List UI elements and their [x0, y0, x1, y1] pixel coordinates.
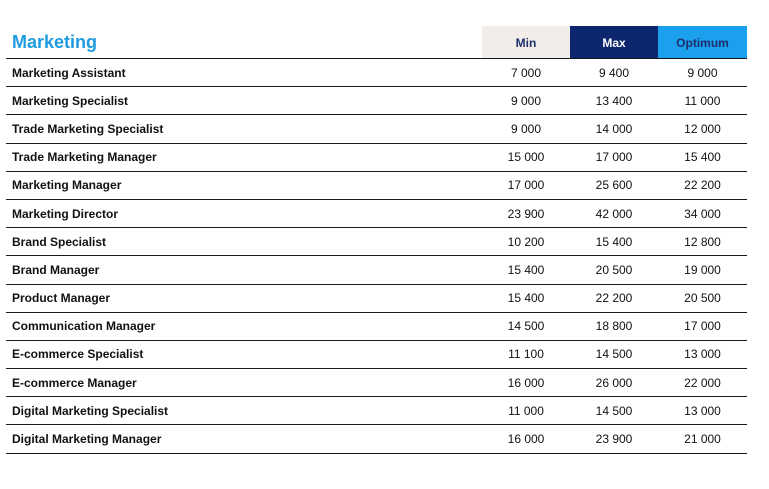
table-row	[6, 172, 747, 200]
position-name: Product Manager	[12, 291, 111, 306]
optimum-salary: 17 000	[684, 319, 721, 334]
max-salary: 20 500	[595, 262, 633, 277]
table-row	[6, 200, 747, 228]
min-salary: 7 000	[510, 65, 542, 80]
position-name: Communication Manager	[12, 319, 156, 334]
table-row	[6, 87, 747, 115]
table-row	[6, 285, 747, 313]
position-name: Trade Marketing Specialist	[12, 121, 164, 136]
max-salary: 14 500	[595, 347, 633, 362]
optimum-salary: 21 000	[684, 432, 721, 447]
table-row	[6, 115, 747, 143]
min-salary: 11 000	[508, 403, 544, 418]
position-name: Marketing Manager	[12, 178, 122, 193]
column-header-max: Max	[570, 26, 658, 58]
table-row	[6, 313, 747, 341]
min-salary: 15 000	[507, 150, 545, 165]
min-salary: 15 400	[507, 291, 545, 306]
min-salary: 16 000	[507, 432, 545, 447]
table-row	[6, 59, 747, 87]
max-salary: 14 500	[595, 403, 633, 418]
table-header	[6, 26, 747, 58]
min-salary: 9 000	[510, 121, 542, 136]
section-title: Marketing	[12, 31, 98, 52]
max-salary: 23 900	[595, 432, 633, 447]
position-name: E-commerce Manager	[12, 375, 137, 390]
max-salary: 25 600	[595, 178, 633, 193]
optimum-salary: 13 000	[684, 403, 721, 418]
table-row	[6, 341, 747, 369]
max-salary: 22 200	[595, 291, 633, 306]
max-salary: 13 400	[595, 93, 633, 108]
column-header-optimum: Optimum	[658, 26, 747, 58]
table-row	[6, 144, 747, 172]
min-salary: 11 100	[508, 347, 544, 362]
max-salary: 14 000	[595, 121, 633, 136]
optimum-salary: 20 500	[684, 291, 721, 306]
max-salary: 18 800	[595, 319, 633, 334]
salary-table	[6, 26, 747, 454]
max-salary: 17 000	[595, 150, 633, 165]
min-salary: 17 000	[507, 178, 545, 193]
table-row	[6, 256, 747, 284]
position-name: Trade Marketing Manager	[12, 150, 157, 165]
position-name: Marketing Specialist	[12, 93, 129, 108]
max-salary: 26 000	[595, 375, 633, 390]
optimum-salary: 22 200	[684, 178, 721, 193]
min-salary: 16 000	[507, 375, 545, 390]
position-name: Marketing Assistant	[12, 65, 126, 80]
min-salary: 10 200	[507, 234, 545, 249]
optimum-salary: 13 000	[684, 347, 721, 362]
position-name: E-commerce Specialist	[12, 347, 144, 362]
table-body	[6, 58, 747, 454]
optimum-salary: 19 000	[684, 262, 721, 277]
min-salary: 15 400	[507, 262, 545, 277]
optimum-salary: 9 000	[687, 65, 718, 80]
optimum-salary: 12 000	[684, 121, 721, 136]
position-name: Digital Marketing Manager	[12, 432, 162, 447]
optimum-salary: 15 400	[684, 150, 721, 165]
min-salary: 23 900	[507, 206, 545, 221]
table-row	[6, 397, 747, 425]
min-salary: 9 000	[510, 93, 542, 108]
table-row	[6, 425, 747, 453]
table-row	[6, 228, 747, 256]
max-salary: 9 400	[598, 65, 630, 80]
optimum-salary: 11 000	[684, 93, 721, 108]
column-header-min: Min	[482, 26, 570, 58]
max-salary: 15 400	[595, 234, 633, 249]
position-name: Digital Marketing Specialist	[12, 403, 169, 418]
position-name: Brand Manager	[12, 262, 100, 277]
optimum-salary: 12 800	[684, 234, 721, 249]
min-salary: 14 500	[507, 319, 545, 334]
optimum-salary: 34 000	[684, 206, 721, 221]
position-name: Marketing Director	[12, 206, 119, 221]
optimum-salary: 22 000	[684, 375, 721, 390]
position-name: Brand Specialist	[12, 234, 107, 249]
max-salary: 42 000	[595, 206, 633, 221]
table-row	[6, 369, 747, 397]
